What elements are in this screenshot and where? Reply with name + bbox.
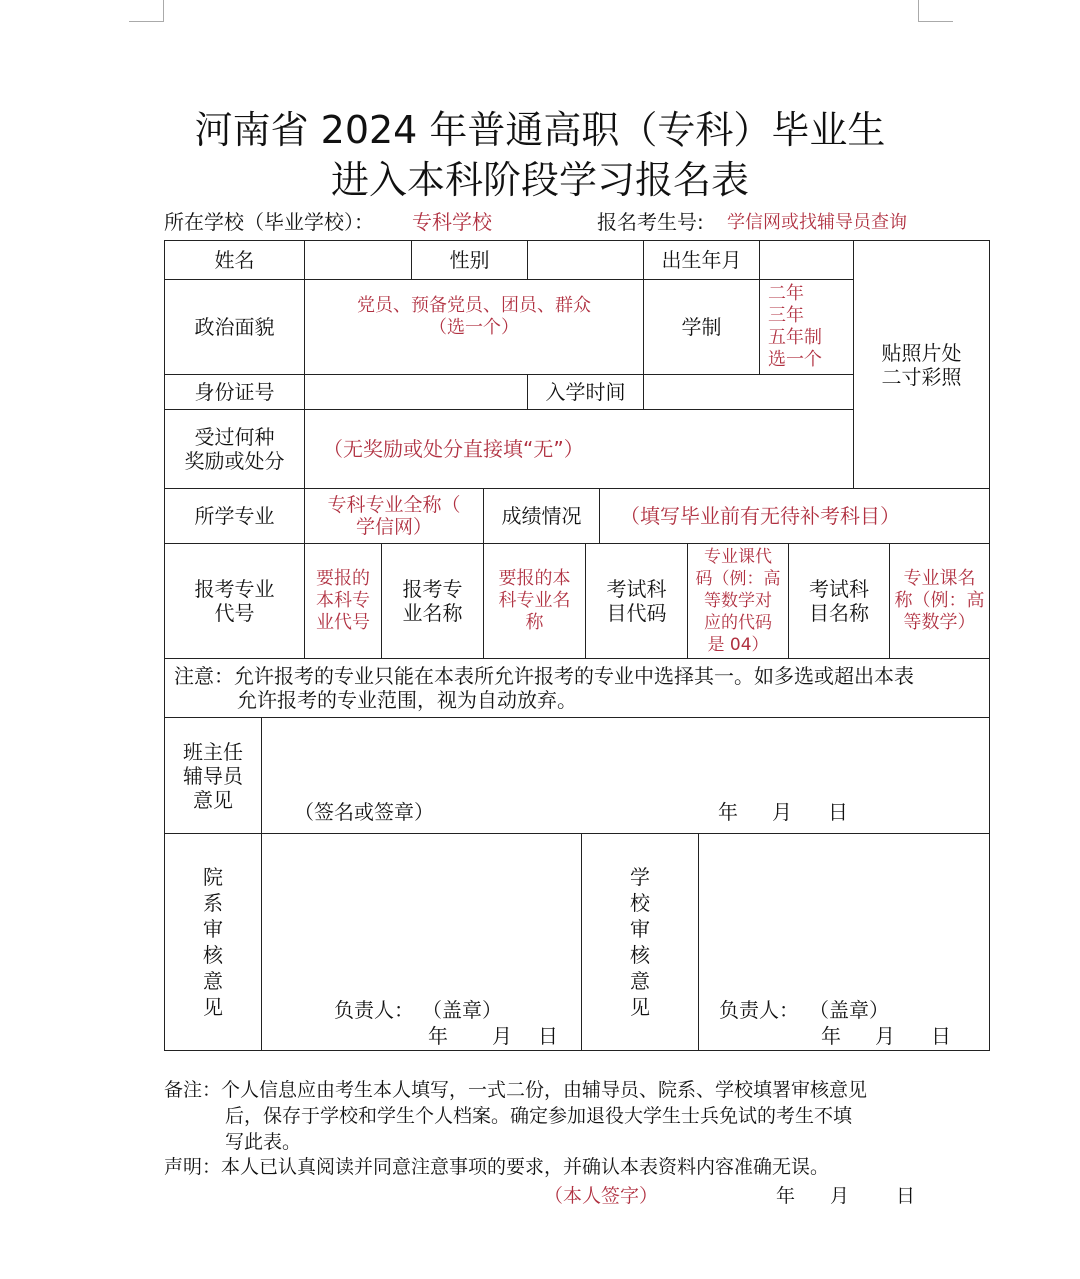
major-hint-2: 学信网） xyxy=(355,516,432,538)
id-label: 身份证号 xyxy=(164,374,305,410)
schooling-opt-2yr: 二年 xyxy=(768,283,804,304)
title-line-2: 进入本科阶段学习报名表 xyxy=(330,158,749,202)
label-char: 核 xyxy=(630,943,650,967)
grade-label: 成绩情况 xyxy=(483,488,600,544)
dept-date-month: 月 xyxy=(492,1024,512,1048)
teacher-opinion-field[interactable] xyxy=(261,717,990,834)
apply-code-field[interactable] xyxy=(304,543,382,659)
apply-name-field[interactable] xyxy=(483,543,586,659)
label-line: 报考专 xyxy=(402,577,463,601)
award-field[interactable]: （无奖励或处分直接填“无”） xyxy=(304,409,854,489)
teacher-sign-hint: （签名或签章） xyxy=(294,800,434,824)
political-hint-1: 党员、预备党员、团员、群众 xyxy=(357,295,591,316)
hint-line: 科专业名 xyxy=(498,590,571,611)
hint-line: 专业课名 xyxy=(903,568,976,589)
gender-label: 性别 xyxy=(411,240,528,280)
remark-line-3: 写此表。 xyxy=(225,1131,302,1153)
subject-code-field[interactable] xyxy=(687,543,789,659)
apply-code-label-1: 报考专业 xyxy=(194,577,275,601)
school-review-label xyxy=(581,833,699,1051)
award-label-2: 奖励或处分 xyxy=(184,449,285,473)
school-responsible: 负责人： xyxy=(719,998,799,1022)
label-char: 校 xyxy=(630,891,650,915)
photo-area[interactable] xyxy=(853,240,990,489)
school-date-day: 日 xyxy=(931,1024,951,1048)
major-hint-1: 专科专业全称（ xyxy=(327,494,461,516)
dept-seal: （盖章） xyxy=(422,998,502,1022)
dept-review-label xyxy=(164,833,262,1051)
school-seal: （盖章） xyxy=(809,998,889,1022)
label-line: 班主任 xyxy=(183,739,243,764)
hint-line: 是 04） xyxy=(707,635,769,655)
teacher-label xyxy=(164,717,262,834)
school-label: 所在学校（毕业学校）： xyxy=(164,210,374,234)
political-hint-2: （选一个） xyxy=(429,317,519,338)
label-char: 审 xyxy=(630,917,650,941)
hint-line: 码（例：高 xyxy=(695,569,781,589)
footer-date-month: 月 xyxy=(830,1185,850,1207)
hint-line: 等数学） xyxy=(903,612,976,633)
footer-date-year: 年 xyxy=(776,1185,796,1207)
subject-code-label xyxy=(585,543,688,659)
label-char: 见 xyxy=(203,995,223,1019)
label-line: 辅导员 xyxy=(183,763,243,788)
name-field[interactable] xyxy=(304,240,412,280)
notice-line-2: 允许报考的专业范围，视为自动放弃。 xyxy=(237,688,577,712)
label-line: 意见 xyxy=(193,787,233,812)
notice-line-1: 注意：允许报考的专业只能在本表所允许报考的专业中选择其一。如多选或超出本表 xyxy=(174,664,914,688)
school-date-month: 月 xyxy=(875,1024,895,1048)
school-review-field[interactable] xyxy=(698,833,990,1051)
enroll-label: 入学时间 xyxy=(527,374,644,410)
label-char: 学 xyxy=(630,865,650,889)
label-line: 考试科 xyxy=(809,577,869,601)
teacher-date-month: 月 xyxy=(772,800,792,824)
political-field[interactable] xyxy=(304,279,644,375)
label-char: 意 xyxy=(630,969,650,993)
exam-no-value[interactable]: 学信网或找辅导员查询 xyxy=(727,212,907,233)
label-char: 核 xyxy=(203,943,223,967)
schooling-field[interactable] xyxy=(759,279,854,375)
schooling-opt-hint: 选一个 xyxy=(768,349,822,370)
teacher-date-year: 年 xyxy=(718,800,738,824)
apply-code-label-2: 代号 xyxy=(214,601,255,625)
signature-field[interactable]: （本人签字） xyxy=(544,1185,659,1207)
dept-responsible: 负责人： xyxy=(334,998,414,1022)
name-label: 姓名 xyxy=(164,240,305,280)
dept-date-day: 日 xyxy=(538,1024,558,1048)
subject-name-label xyxy=(788,543,890,659)
page-corner-mark-left xyxy=(129,0,164,22)
birth-label: 出生年月 xyxy=(643,240,760,280)
hint-line: 要报的 xyxy=(316,568,370,589)
label-char: 审 xyxy=(203,917,223,941)
award-label-1: 受过何种 xyxy=(194,425,275,449)
notice-row xyxy=(164,658,990,718)
school-value[interactable]: 专科学校 xyxy=(412,210,492,234)
page-corner-mark-right xyxy=(918,0,953,22)
hint-line: 要报的本 xyxy=(498,568,571,589)
schooling-opt-3yr: 三年 xyxy=(768,305,804,326)
schooling-label: 学制 xyxy=(643,279,760,375)
photo-label-2: 二寸彩照 xyxy=(881,364,962,389)
school-date-year: 年 xyxy=(821,1024,841,1048)
grade-field[interactable]: （填写毕业前有无待补考科目） xyxy=(599,488,990,544)
dept-review-field[interactable] xyxy=(261,833,582,1051)
enroll-field[interactable] xyxy=(643,374,854,410)
schooling-opt-5yr: 五年制 xyxy=(768,327,822,348)
label-char: 系 xyxy=(203,891,223,915)
remark-line-1: 备注：个人信息应由考生本人填写，一式二份，由辅导员、院系、学校填署审核意见 xyxy=(164,1079,868,1101)
major-field[interactable] xyxy=(304,488,484,544)
statement: 声明：本人已认真阅读并同意注意事项的要求，并确认本表资料内容准确无误。 xyxy=(164,1156,830,1178)
label-char: 意 xyxy=(203,969,223,993)
award-label xyxy=(164,409,305,489)
remark-line-2: 后，保存于学校和学生个人档案。确定参加退役大学生士兵免试的考生不填 xyxy=(225,1105,853,1127)
apply-code-label xyxy=(164,543,305,659)
label-line: 考试科 xyxy=(606,577,667,601)
hint-line: 业代号 xyxy=(316,612,370,633)
dept-date-year: 年 xyxy=(428,1024,448,1048)
hint-line: 本科专 xyxy=(316,590,370,611)
photo-label-1: 贴照片处 xyxy=(881,340,962,365)
political-label: 政治面貌 xyxy=(164,279,305,375)
id-field[interactable] xyxy=(304,374,528,410)
label-line: 业名称 xyxy=(402,601,463,625)
teacher-date-day: 日 xyxy=(828,800,848,824)
gender-field[interactable] xyxy=(527,240,644,280)
major-label: 所学专业 xyxy=(164,488,305,544)
label-line: 目名称 xyxy=(809,601,869,625)
birth-field[interactable] xyxy=(759,240,854,280)
exam-no-label: 报名考生号: xyxy=(597,210,704,234)
hint-line: 等数学对 xyxy=(704,591,772,611)
apply-name-label xyxy=(381,543,484,659)
hint-line: 称 xyxy=(525,612,544,633)
label-char: 见 xyxy=(630,995,650,1019)
hint-line: 应的代码 xyxy=(704,613,772,633)
label-line: 目代码 xyxy=(606,601,667,625)
hint-line: 称（例：高 xyxy=(894,590,985,611)
hint-line: 专业课代 xyxy=(704,547,772,567)
subject-name-field[interactable] xyxy=(889,543,990,659)
label-char: 院 xyxy=(203,865,223,889)
title-line-1: 河南省 2024 年普通高职（专科）毕业生 xyxy=(194,108,886,152)
footer-date-day: 日 xyxy=(896,1185,916,1207)
